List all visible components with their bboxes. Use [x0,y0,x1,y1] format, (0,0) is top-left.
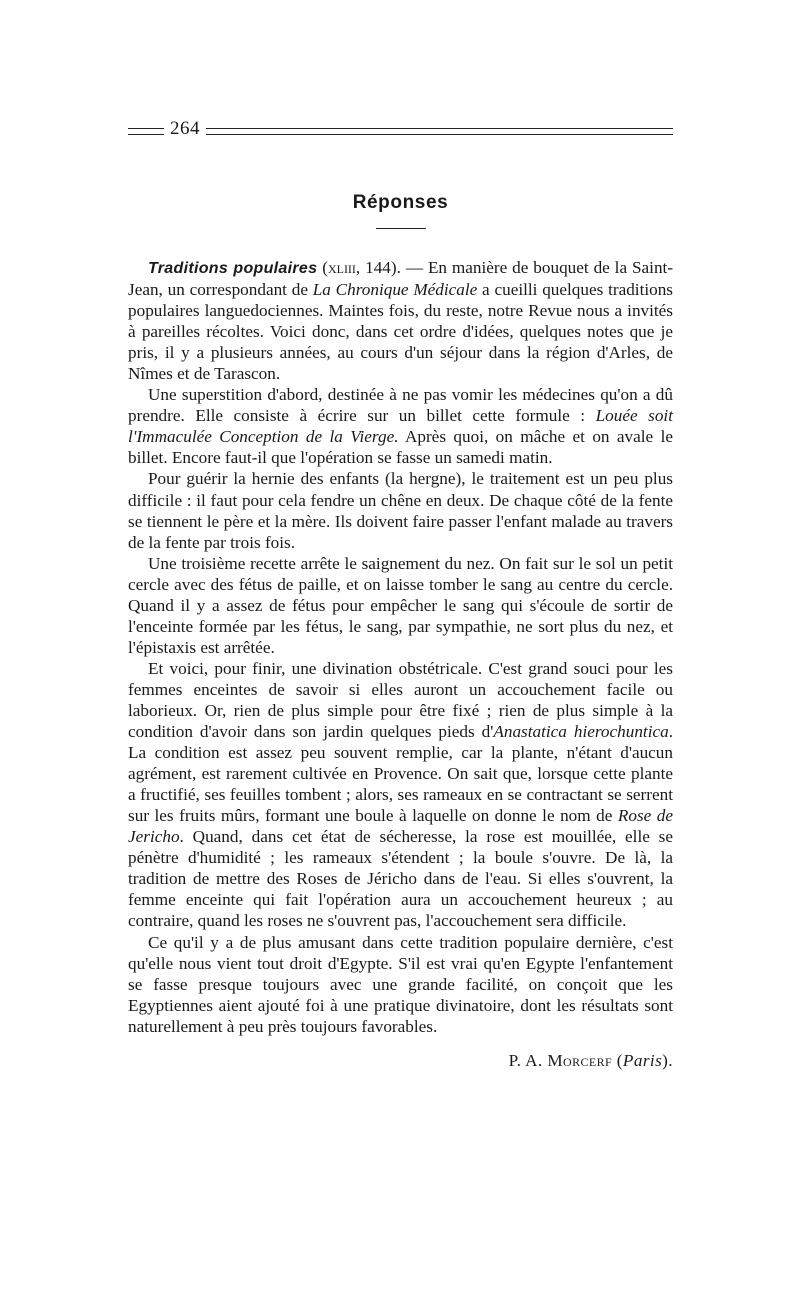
em-dash: — [405,258,424,277]
signature-initials: P. A. [508,1050,543,1070]
text-run: Et voici, pour finir, une divination obstétricale. C'est grand souci pour les femmes enceintes de savoir si elles auront un accouchement facile ou laborieux. Or, rien de plus simple pour être fixé ; rien de plus simple à la condition d'avoir dans son jardin quelques pieds d' [128,658,673,742]
header-rule-right [206,128,673,135]
text-run: a cueilli quelques traditions populaires languedociennes. Maintes fois, du reste, notre Revue nous a invités à pareilles récoltes. Voici donc, dans cet ordre d'idées, quelques notes que je pris, il y a plusieurs années, au cours d'un séjour dans la région d'Arles, de Nîmes et de Tarascon. [128,280,673,384]
text-run: Après quoi, on mâche et on avale le billet. Encore faut-il que l'opération se fasse un samedi matin. [128,427,673,468]
header-rule-left [128,128,164,135]
text-run: . Quand, dans cet état de sécheresse, la rose est mouillée, elle se pénètre d'humidité ; les rameaux s'étendent ; la boule s'ouvre. De là, la tradition de mettre des Roses de Jéricho dans de l'eau. Si elles s'ouvrent, la femme enceinte qui fait l'opération aura un accouchement heureux ; au contraire, quand les roses ne s'ouvrent pas, l'accouchement sera difficile. [128,827,673,931]
paragraph [128,384,673,468]
article-heading: Traditions populaires [148,260,318,277]
running-header [128,118,673,142]
article-body [128,257,673,1037]
signature: P. A. Morcerf (Paris). [508,1050,673,1070]
paragraph: Pour guérir la hernie des enfants (la hergne), le traitement est un peu plus difficile : il faut pour cela fendre un chêne en deux. De chaque côté de la fente se tiennent le père et la mère. Ils doivent faire passer l'enfant malade au travers de la fente par trois fois. [128,469,673,552]
text-run: Une superstition d'abord, destinée à ne pas vomir les médecines qu'on a dû prendre. Elle consiste à écrire sur un billet cette formule : [128,385,673,426]
page [128,118,673,1071]
text-run: En manière de bouquet de la Saint-Jean, un correspondant de [128,258,674,300]
paragraph: Ce qu'il y a de plus amusant dans cette tradition populaire dernière, c'est qu'elle nous vient tout droit d'Egypte. S'il est vrai qu'en Egypte l'enfantement se fasse presque toujours avec une grande facilité, on conçoit que les Egyptiennes aient ajouté foi à une pratique divinatoire, dont les résultats sont naturellement à peu près toujours favorables. [128,932,673,1036]
signature-place: Paris [622,1050,663,1070]
paragraph [128,257,673,384]
rose-name: Rose de Jericho [128,806,673,847]
formula: Louée soit l'Immaculée Conception de la Vierge. [128,406,673,447]
title-underline [376,228,426,229]
article-reference: (xliii, 144). [322,258,401,277]
paragraph: Une troisième recette arrête le saignement du nez. On fait sur le sol un petit cercle avec des fétus de paille, et on laisse tomber le sang au centre du cercle. Quand il y a assez de fétus pour empêcher le sang qui s'écoule de sortir de l'enceinte formée par les fétus, le sang, par sympathie, ne sort plus du nez, et l'épistaxis est arrêtée. [128,553,673,657]
plant-name: Anastatica hierochuntica [493,722,669,742]
paragraph [128,658,673,932]
journal-title: La Chronique Médicale [312,280,478,300]
section-title: Réponses [352,192,449,213]
page-number: 264 [170,118,200,139]
text-run: . La condition est assez peu souvent remplie, car la plante, n'étant d'aucun agrément, est rarement cultivée en Provence. On sait que, lorsque cette plante a fructifié, ses feuilles tombent ; alors, ses rameaux en se contractant se serrent sur les fruits mûrs, formant une boule à laquelle on donne le nom de [128,722,673,826]
signature-name: Morcerf [547,1050,613,1070]
